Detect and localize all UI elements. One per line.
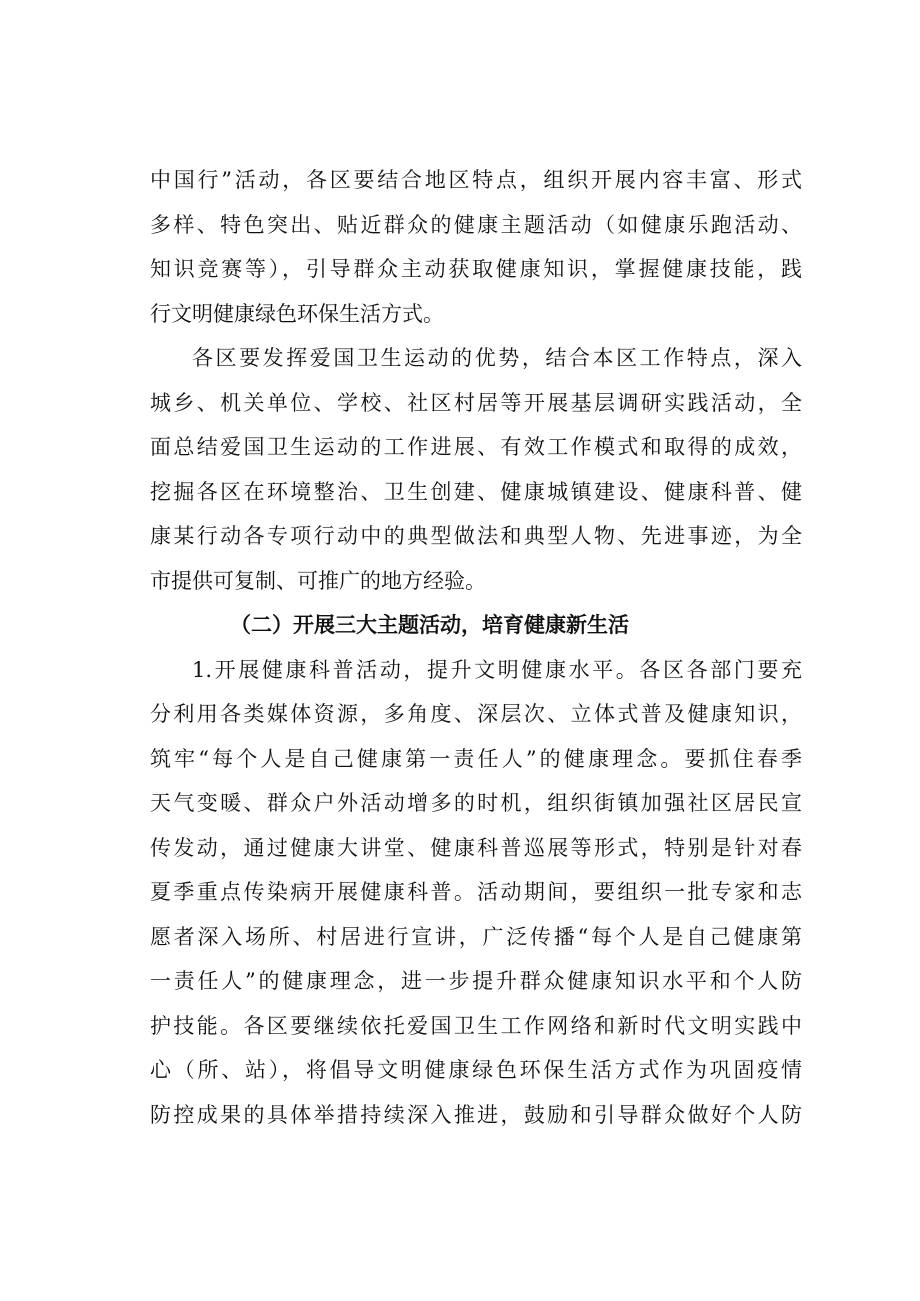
text-line: 护技能。各区要继续依托爱国卫生工作网络和新时代文明实践中 <box>150 1013 802 1038</box>
text-line: 防控成果的具体举措持续深入推进，鼓励和引导群众做好个人防 <box>150 1102 802 1127</box>
text-line: 挖掘各区在环境整治、卫生创建、健康城镇建设、健康科普、健 <box>150 479 802 504</box>
text-line: 知识竞赛等），引导群众主动获取健康知识，掌握健康技能，践 <box>150 257 802 281</box>
text-line: 面总结爱国卫生运动的工作进展、有效工作模式和取得的成效， <box>150 435 802 459</box>
text-line: 中国行”活动，各区要结合地区特点，组织开展内容丰富、形式 <box>150 168 802 192</box>
text-line: 分利用各类媒体资源，多角度、深层次、立体式普及健康知识， <box>150 702 802 726</box>
section-heading: （二）开展三大主题活动，培育健康新生活 <box>230 613 629 637</box>
paragraph <box>150 648 802 1138</box>
paragraph <box>150 336 802 603</box>
text-line: 一责任人”的健康理念，进一步提升群众健康知识水平和个人防 <box>150 969 802 993</box>
text-line: 市提供可复制、可推广的地方经验。 <box>150 568 486 593</box>
text-line: 夏季重点传染病开展健康科普。活动期间，要组织一批专家和志 <box>150 880 802 904</box>
paragraph <box>150 158 802 336</box>
text-line: 筑牢“每个人是自己健康第一责任人”的健康理念。要抓住春季 <box>150 746 802 771</box>
text-line: 心（所、站），将倡导文明健康绿色环保生活方式作为巩固疫情 <box>150 1058 802 1082</box>
document-body <box>150 158 802 1137</box>
text-line: 行文明健康绿色环保生活方式。 <box>150 301 444 326</box>
text-line: 1.开展健康科普活动，提升文明健康水平。各区各部门要充 <box>192 657 802 682</box>
text-line: 愿者深入场所、村居进行宣讲，广泛传播“每个人是自己健康第 <box>150 924 802 949</box>
text-line: 传发动，通过健康大讲堂、健康科普巡展等形式，特别是针对春 <box>150 835 802 860</box>
text-line: 各区要发挥爱国卫生运动的优势，结合本区工作特点，深入 <box>192 346 802 370</box>
text-line: 天气变暖、群众户外活动增多的时机，组织街镇加强社区居民宣 <box>150 791 802 815</box>
text-line: 城乡、机关单位、学校、社区村居等开展基层调研实践活动，全 <box>150 390 802 415</box>
text-line: 康某行动各专项行动中的典型做法和典型人物、先进事迹，为全 <box>150 524 802 548</box>
text-line: 多样、特色突出、贴近群众的健康主题活动（如健康乐跑活动、 <box>150 212 802 237</box>
